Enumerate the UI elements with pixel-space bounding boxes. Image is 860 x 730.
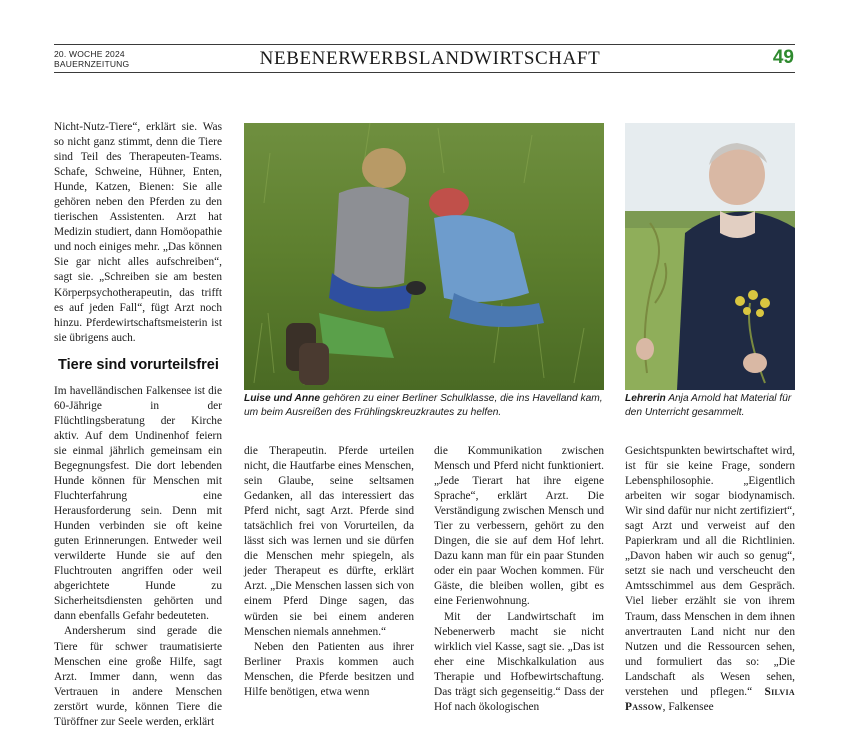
photo-girls-in-field (244, 123, 604, 390)
paragraph: Im havelländischen Falkensee ist die 60-Jährige in der Flüchtlingsberatung der Kirche aktiv. Auf dem Undinenhof feiern sie einmal jährlich gemeinsam ein Begegnungsfest. Die dort lebenden Hunde können für Menschen mit Fluchterfahrung eine Herausforderung sein. Denn mit Hunden verbinden sie oft keine guten Erinnerungen. Entweder weil verwilderte Hunde sie auf den Fluchtrouten angriffen oder weil abgerichtete Hunde zu Sicherheitsdiensten gehörten und dann ebenfalls Gefahr bedeuteten. (54, 384, 222, 623)
paragraph (625, 444, 795, 715)
paragraph: die Kommunikation zwischen Mensch und Pferd nicht funktioniert. „Jede Tierart hat ihre eigene Sprache“, erklärt Arzt. Die Verständigung zwischen Mensch und Tier zu verbessern, gehört zu den Dingen, die sie auf dem Hof lehrt. Dazu kann man für ein paar Stunden oder ein paar Wochen kommen. Für Gäste, die bleiben wollen, gibt es eine Ferienwohnung. (434, 445, 604, 608)
header-bottom-rule (54, 72, 795, 73)
photo-teacher (625, 123, 795, 390)
photo-caption (625, 392, 797, 420)
paragraph-text: Gesichtspunkten bewirtschaftet wird, ist für sie keine Frage, sondern Lebensphilosophie. „Eigentlich arbeiten wir sogar biodynamisch. Wir sind dafür nur nicht zertifiziert“, sagt Arzt und verweist auf den Papierkram und all die Richtlinien. „Davon haben wir auch so genug“, setzt sie nach und verscheucht den Amtsschimmel aus dem Gespräch. Viel lieber erzählt sie von ihrem Traum, dass Menschen in dem ihnen anvertrauten Land nicht nur den Nutzen und die Ressourcen sehen, und formuliert das so: „Die Landschaft als Wesen sehen, verstehen und pflegen.“ (625, 445, 795, 698)
publication-name: BAUERNZEITUNG (54, 59, 130, 69)
section-title: NEBENERWERBSLANDWIRTSCHAFT (259, 48, 601, 69)
caption-text: Anja Arnold hat Material für den Unterricht gesammelt. (625, 393, 792, 418)
issue-week: 20. WOCHE 2024 (54, 49, 125, 59)
caption-text: gehören zu einer Berliner Schulklasse, die ins Havelland kam, um beim Ausreißen des Frühlingskreuzkrautes zu helfen. (244, 393, 603, 418)
article-column-4 (625, 444, 795, 715)
paragraph: Andersherum sind gerade die Tiere für schwer traumatisierte Menschen eine große Hilfe, sagt Arzt. Immer dann, wenn das Vertrauen in andere Menschen zerstört wurde, können Tiere die Türöffner zur Seele werden, erklärt (54, 625, 222, 728)
header-top-rule (54, 44, 795, 45)
page-number: 49 (772, 47, 794, 68)
paragraph: Nicht-Nutz-Tiere“, erklärt sie. Was so nicht ganz stimmt, denn die Tiere sind Teil des Therapeuten-Teams. Schafe, Schweine, Hühner, Enten, Hunde, Katzen, Bienen: Sie alle gehören neben den Pferden zu den tierischen Assistenten. Arzt hat Medizin studiert, dann Homöopathie und noch einiges mehr. „Das können Sie gar nicht alles aufschreiben“, sagt sie. „Schreiben sie am besten Körperpsychotherapeutin, das trifft es auf jeden Fall“, fügt Arzt noch hinzu. Pferdewirtschaftsmeisterin ist sie übrigens auch. (54, 121, 222, 344)
article-column-3 (434, 444, 604, 715)
article-column-1 (54, 120, 222, 730)
subheading: Tiere sind vorurteilsfrei (58, 356, 219, 373)
issue-info (54, 49, 129, 69)
article-column-2 (244, 444, 414, 700)
caption-role: Lehrerin (625, 393, 666, 404)
paragraph: Mit der Landwirtschaft im Nebenerwerb macht sie nicht wirklich viel Kasse, sagt sie. „Das ist eher eine Mischkalkulation aus Therapie und Hofbewirtschaftung. Das trägt sich gegenseitig.“ Dass der Hof nach ökologischen (434, 610, 604, 713)
caption-names: Luise und Anne (244, 393, 321, 404)
author-name: Silvia Passow (625, 685, 795, 713)
paragraph: die Therapeutin. Pferde urteilen nicht, die Hautfarbe eines Menschen, sein Glaube, seine seltsamen Gedanken, all das interessiert das Pferd nicht, sagt Arzt. Pferde sind tatsächlich frei von Vorurteilen, da lässt sich was lernen und sie dürfen die Menschen mehr spiegeln, als jeder Therapeut es dürfte, erklärt Arzt. „Die Menschen lassen sich von einem Pferd Dinge sagen, das würden sie bei einem anderen Menschen niemals annehmen.“ (244, 445, 414, 638)
photo-caption (244, 392, 606, 420)
author-location: , Falkensee (662, 700, 714, 713)
paragraph: Neben den Patienten aus ihrer Berliner Praxis kommen auch Menschen, die Pferde besitzen und Hilfe benötigen, etwa wenn (244, 640, 414, 698)
